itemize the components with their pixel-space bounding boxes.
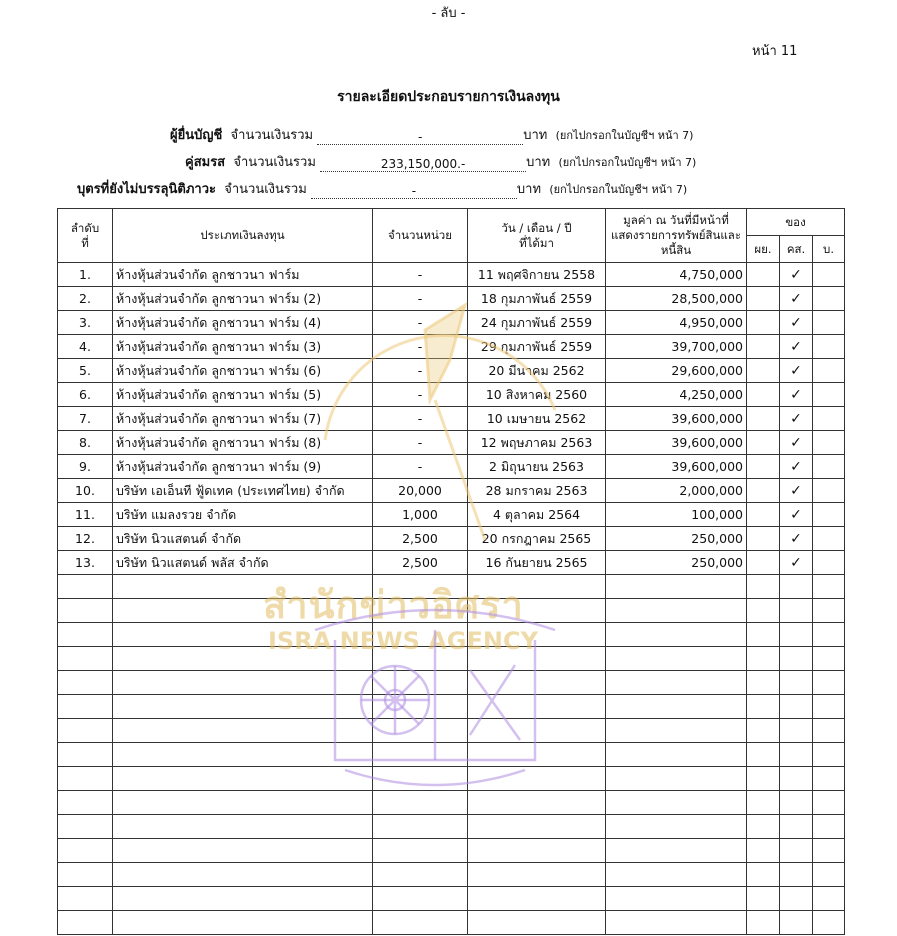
cell-owner-spouse-empty bbox=[780, 719, 813, 743]
cell-owner-declarant bbox=[747, 431, 780, 455]
cell-owner-child-empty bbox=[813, 575, 845, 599]
cell-qty: - bbox=[373, 311, 468, 335]
cell-value-empty bbox=[606, 575, 747, 599]
header-owner bbox=[747, 209, 845, 236]
header-value-text: มูลค่า ณ วันที่มีหน้าที่ แสดงรายการทรัพย์สินและ หนี้สิน bbox=[610, 213, 742, 257]
cell-qty-empty bbox=[373, 791, 468, 815]
cell-owner-spouse-empty bbox=[780, 863, 813, 887]
cell-owner-spouse-empty bbox=[780, 623, 813, 647]
table-row-empty bbox=[58, 815, 845, 839]
table-row bbox=[58, 479, 845, 503]
cell-qty: - bbox=[373, 335, 468, 359]
cell-qty: 2,500 bbox=[373, 551, 468, 575]
cell-owner-spouse: ✓ bbox=[780, 335, 813, 359]
cell-qty: - bbox=[373, 455, 468, 479]
cell-owner-child bbox=[813, 527, 845, 551]
cell-owner-child-empty bbox=[813, 743, 845, 767]
cell-no: 6. bbox=[58, 383, 113, 407]
header-owner-declarant-text: ผย. bbox=[754, 241, 772, 256]
cell-owner-declarant-empty bbox=[747, 719, 780, 743]
header-date-text: วัน / เดือน / ปี ที่ได้มา bbox=[501, 220, 572, 250]
table-row-empty bbox=[58, 863, 845, 887]
cell-no-empty bbox=[58, 791, 113, 815]
cell-type: บริษัท นิวแสตนด์ พลัส จำกัด bbox=[113, 551, 373, 575]
cell-owner-child-empty bbox=[813, 599, 845, 623]
cell-date: 20 มีนาคม 2562 bbox=[468, 359, 606, 383]
cell-owner-spouse: ✓ bbox=[780, 551, 813, 575]
table-row bbox=[58, 407, 845, 431]
cell-value: 39,600,000 bbox=[606, 431, 747, 455]
cell-no: 11. bbox=[58, 503, 113, 527]
cell-date: 18 กุมภาพันธ์ 2559 bbox=[468, 287, 606, 311]
table-row-empty bbox=[58, 839, 845, 863]
cell-no-empty bbox=[58, 767, 113, 791]
cell-date-empty bbox=[468, 815, 606, 839]
cell-no-empty bbox=[58, 719, 113, 743]
summary-declarant-who: ผู้ยื่นบัญชี bbox=[170, 128, 223, 143]
table-row-empty bbox=[58, 911, 845, 935]
cell-owner-child bbox=[813, 503, 845, 527]
cell-date: 10 สิงหาคม 2560 bbox=[468, 383, 606, 407]
cell-no-empty bbox=[58, 887, 113, 911]
cell-owner-child bbox=[813, 263, 845, 287]
table-row bbox=[58, 311, 845, 335]
cell-no: 1. bbox=[58, 263, 113, 287]
header-no bbox=[58, 209, 113, 263]
cell-no: 7. bbox=[58, 407, 113, 431]
cell-qty: 1,000 bbox=[373, 503, 468, 527]
summary-declarant bbox=[170, 124, 693, 145]
cell-no-empty bbox=[58, 647, 113, 671]
table-row bbox=[58, 431, 845, 455]
cell-value-empty bbox=[606, 623, 747, 647]
cell-qty-empty bbox=[373, 743, 468, 767]
cell-owner-declarant bbox=[747, 263, 780, 287]
cell-value: 250,000 bbox=[606, 551, 747, 575]
cell-type-empty bbox=[113, 719, 373, 743]
table-row-empty bbox=[58, 887, 845, 911]
cell-value: 4,250,000 bbox=[606, 383, 747, 407]
cell-owner-spouse-empty bbox=[780, 839, 813, 863]
cell-no-empty bbox=[58, 623, 113, 647]
cell-qty-empty bbox=[373, 911, 468, 935]
watermark-english: ISRA NEWS AGENCY bbox=[268, 627, 538, 655]
cell-type: ห้างหุ้นส่วนจำกัด ลูกชาวนา ฟาร์ม (7) bbox=[113, 407, 373, 431]
cell-no-empty bbox=[58, 599, 113, 623]
cell-date: 12 พฤษภาคม 2563 bbox=[468, 431, 606, 455]
summary-spouse-note: (ยกไปกรอกในบัญชีฯ หน้า 7) bbox=[558, 156, 697, 169]
cell-qty-empty bbox=[373, 719, 468, 743]
cell-date-empty bbox=[468, 911, 606, 935]
cell-no: 3. bbox=[58, 311, 113, 335]
cell-qty: - bbox=[373, 383, 468, 407]
watermark-thai: สำนักข่าวอิศรา bbox=[263, 583, 524, 627]
cell-type-empty bbox=[113, 695, 373, 719]
table-row bbox=[58, 455, 845, 479]
table-row-empty bbox=[58, 767, 845, 791]
cell-date: 29 กุมภาพันธ์ 2559 bbox=[468, 335, 606, 359]
cell-owner-declarant bbox=[747, 359, 780, 383]
cell-value-empty bbox=[606, 815, 747, 839]
cell-date-empty bbox=[468, 863, 606, 887]
table-row-empty bbox=[58, 671, 845, 695]
cell-type: ห้างหุ้นส่วนจำกัด ลูกชาวนา ฟาร์ม (3) bbox=[113, 335, 373, 359]
cell-qty: - bbox=[373, 359, 468, 383]
cell-qty: - bbox=[373, 431, 468, 455]
cell-value-empty bbox=[606, 791, 747, 815]
cell-qty-empty bbox=[373, 839, 468, 863]
cell-date-empty bbox=[468, 695, 606, 719]
cell-date-empty bbox=[468, 767, 606, 791]
cell-owner-spouse-empty bbox=[780, 647, 813, 671]
cell-value-empty bbox=[606, 647, 747, 671]
cell-type: ห้างหุ้นส่วนจำกัด ลูกชาวนา ฟาร์ม (2) bbox=[113, 287, 373, 311]
header-date bbox=[468, 209, 606, 263]
cell-type: ห้างหุ้นส่วนจำกัด ลูกชาวนา ฟาร์ม (5) bbox=[113, 383, 373, 407]
cell-qty-empty bbox=[373, 767, 468, 791]
cell-type-empty bbox=[113, 911, 373, 935]
cell-no-empty bbox=[58, 671, 113, 695]
table-row-empty bbox=[58, 695, 845, 719]
cell-owner-declarant-empty bbox=[747, 575, 780, 599]
cell-owner-child-empty bbox=[813, 887, 845, 911]
cell-owner-spouse: ✓ bbox=[780, 263, 813, 287]
cell-owner-spouse: ✓ bbox=[780, 359, 813, 383]
cell-type-empty bbox=[113, 863, 373, 887]
cell-owner-child bbox=[813, 335, 845, 359]
summary-declarant-unit: บาท bbox=[523, 128, 548, 143]
cell-owner-child bbox=[813, 551, 845, 575]
cell-owner-child-empty bbox=[813, 623, 845, 647]
cell-owner-child-empty bbox=[813, 647, 845, 671]
cell-date: 2 มิถุนายน 2563 bbox=[468, 455, 606, 479]
cell-owner-declarant-empty bbox=[747, 647, 780, 671]
cell-type-empty bbox=[113, 743, 373, 767]
cell-owner-spouse-empty bbox=[780, 599, 813, 623]
cell-date-empty bbox=[468, 791, 606, 815]
cell-owner-child bbox=[813, 479, 845, 503]
header-owner-child bbox=[813, 236, 845, 263]
header-owner-spouse-text: คส. bbox=[786, 241, 806, 256]
cell-no: 10. bbox=[58, 479, 113, 503]
table-row bbox=[58, 287, 845, 311]
cell-owner-spouse: ✓ bbox=[780, 287, 813, 311]
cell-qty-empty bbox=[373, 815, 468, 839]
cell-owner-child bbox=[813, 287, 845, 311]
cell-owner-spouse: ✓ bbox=[780, 383, 813, 407]
cell-no: 2. bbox=[58, 287, 113, 311]
cell-qty: 2,500 bbox=[373, 527, 468, 551]
table-row-empty bbox=[58, 791, 845, 815]
cell-type-empty bbox=[113, 671, 373, 695]
cell-owner-declarant-empty bbox=[747, 815, 780, 839]
cell-owner-declarant bbox=[747, 455, 780, 479]
header-qty-text: จำนวนหน่วย bbox=[387, 228, 452, 242]
cell-value-empty bbox=[606, 719, 747, 743]
cell-value-empty bbox=[606, 743, 747, 767]
summary-child bbox=[77, 178, 687, 199]
summary-child-unit: บาท bbox=[516, 182, 542, 197]
cell-owner-declarant bbox=[747, 383, 780, 407]
cell-date-empty bbox=[468, 887, 606, 911]
cell-value: 250,000 bbox=[606, 527, 747, 551]
cell-owner-spouse: ✓ bbox=[780, 431, 813, 455]
cell-date: 16 กันยายน 2565 bbox=[468, 551, 606, 575]
header-owner-text: ของ bbox=[785, 214, 806, 229]
cell-owner-declarant-empty bbox=[747, 743, 780, 767]
cell-type: ห้างหุ้นส่วนจำกัด ลูกชาวนา ฟาร์ม (9) bbox=[113, 455, 373, 479]
cell-owner-spouse: ✓ bbox=[780, 455, 813, 479]
cell-type: บริษัท นิวแสตนด์ จำกัด bbox=[113, 527, 373, 551]
cell-no-empty bbox=[58, 839, 113, 863]
cell-date: 28 มกราคม 2563 bbox=[468, 479, 606, 503]
cell-owner-declarant-empty bbox=[747, 887, 780, 911]
cell-date: 24 กุมภาพันธ์ 2559 bbox=[468, 311, 606, 335]
cell-no-empty bbox=[58, 815, 113, 839]
header-qty bbox=[373, 209, 468, 263]
cell-owner-declarant-empty bbox=[747, 623, 780, 647]
cell-type-empty bbox=[113, 815, 373, 839]
cell-no-empty bbox=[58, 863, 113, 887]
cell-value: 39,600,000 bbox=[606, 407, 747, 431]
cell-value: 100,000 bbox=[606, 503, 747, 527]
cell-value: 4,950,000 bbox=[606, 311, 747, 335]
cell-owner-declarant bbox=[747, 527, 780, 551]
cell-qty-empty bbox=[373, 671, 468, 695]
header-owner-declarant bbox=[747, 236, 780, 263]
cell-no: 8. bbox=[58, 431, 113, 455]
cell-no: 12. bbox=[58, 527, 113, 551]
cell-type: บริษัท แมลงรวย จำกัด bbox=[113, 503, 373, 527]
cell-value: 39,700,000 bbox=[606, 335, 747, 359]
cell-value-empty bbox=[606, 695, 747, 719]
summary-spouse-who: คู่สมรส bbox=[185, 155, 226, 170]
cell-type-empty bbox=[113, 839, 373, 863]
cell-owner-child bbox=[813, 359, 845, 383]
summary-declarant-note: (ยกไปกรอกในบัญชีฯ หน้า 7) bbox=[555, 129, 694, 142]
cell-value-empty bbox=[606, 599, 747, 623]
cell-owner-child-empty bbox=[813, 791, 845, 815]
cell-value-empty bbox=[606, 911, 747, 935]
cell-qty-empty bbox=[373, 863, 468, 887]
header-value bbox=[606, 209, 747, 263]
cell-date-empty bbox=[468, 671, 606, 695]
summary-declarant-amount: - bbox=[317, 130, 523, 145]
cell-owner-spouse-empty bbox=[780, 575, 813, 599]
cell-value-empty bbox=[606, 767, 747, 791]
header-type bbox=[113, 209, 373, 263]
cell-owner-child-empty bbox=[813, 863, 845, 887]
cell-owner-child bbox=[813, 311, 845, 335]
table-row-empty bbox=[58, 743, 845, 767]
cell-date-empty bbox=[468, 719, 606, 743]
cell-owner-declarant-empty bbox=[747, 671, 780, 695]
cell-qty-empty bbox=[373, 887, 468, 911]
cell-owner-child-empty bbox=[813, 719, 845, 743]
cell-date-empty bbox=[468, 743, 606, 767]
secret-label: - ลับ - bbox=[431, 6, 466, 21]
table-row bbox=[58, 263, 845, 287]
cell-qty: - bbox=[373, 263, 468, 287]
cell-owner-declarant bbox=[747, 311, 780, 335]
cell-owner-declarant-empty bbox=[747, 839, 780, 863]
cell-value: 2,000,000 bbox=[606, 479, 747, 503]
cell-date: 11 พฤศจิกายน 2558 bbox=[468, 263, 606, 287]
table-row bbox=[58, 359, 845, 383]
cell-owner-child-empty bbox=[813, 839, 845, 863]
cell-owner-child bbox=[813, 383, 845, 407]
cell-no: 13. bbox=[58, 551, 113, 575]
table-row bbox=[58, 551, 845, 575]
cell-date: 4 ตุลาคม 2564 bbox=[468, 503, 606, 527]
cell-owner-spouse-empty bbox=[780, 791, 813, 815]
cell-qty: - bbox=[373, 287, 468, 311]
cell-owner-child bbox=[813, 455, 845, 479]
cell-type: บริษัท เอเอ็นที ฟู้ดเทค (ประเทศไทย) จำกัด bbox=[113, 479, 373, 503]
summary-child-who: บุตรที่ยังไม่บรรลุนิติภาวะ bbox=[77, 182, 216, 197]
cell-no-empty bbox=[58, 743, 113, 767]
cell-date: 20 กรกฎาคม 2565 bbox=[468, 527, 606, 551]
cell-owner-child-empty bbox=[813, 911, 845, 935]
cell-owner-spouse: ✓ bbox=[780, 311, 813, 335]
cell-date: 10 เมษายน 2562 bbox=[468, 407, 606, 431]
cell-owner-child-empty bbox=[813, 695, 845, 719]
cell-owner-declarant bbox=[747, 287, 780, 311]
cell-owner-spouse-empty bbox=[780, 887, 813, 911]
cell-owner-declarant-empty bbox=[747, 863, 780, 887]
cell-no-empty bbox=[58, 575, 113, 599]
cell-qty: - bbox=[373, 407, 468, 431]
cell-owner-spouse: ✓ bbox=[780, 479, 813, 503]
cell-value: 39,600,000 bbox=[606, 455, 747, 479]
cell-owner-declarant-empty bbox=[747, 791, 780, 815]
cell-type: ห้างหุ้นส่วนจำกัด ลูกชาวนา ฟาร์ม (6) bbox=[113, 359, 373, 383]
cell-type: ห้างหุ้นส่วนจำกัด ลูกชาวนา ฟาร์ม bbox=[113, 263, 373, 287]
cell-owner-spouse-empty bbox=[780, 671, 813, 695]
table-row bbox=[58, 335, 845, 359]
summary-declarant-label: จำนวนเงินรวม bbox=[230, 128, 314, 143]
cell-owner-child bbox=[813, 407, 845, 431]
cell-owner-declarant bbox=[747, 407, 780, 431]
cell-owner-spouse: ✓ bbox=[780, 503, 813, 527]
cell-value-empty bbox=[606, 839, 747, 863]
cell-value-empty bbox=[606, 887, 747, 911]
table-row bbox=[58, 527, 845, 551]
cell-owner-declarant bbox=[747, 503, 780, 527]
cell-owner-spouse-empty bbox=[780, 815, 813, 839]
cell-owner-declarant-empty bbox=[747, 767, 780, 791]
cell-value: 4,750,000 bbox=[606, 263, 747, 287]
cell-no: 5. bbox=[58, 359, 113, 383]
cell-owner-declarant bbox=[747, 551, 780, 575]
cell-type-empty bbox=[113, 887, 373, 911]
cell-owner-declarant-empty bbox=[747, 695, 780, 719]
cell-value-empty bbox=[606, 671, 747, 695]
cell-owner-spouse: ✓ bbox=[780, 527, 813, 551]
cell-owner-spouse-empty bbox=[780, 911, 813, 935]
cell-owner-child bbox=[813, 431, 845, 455]
summary-spouse-amount: 233,150,000.- bbox=[320, 157, 526, 172]
cell-date-empty bbox=[468, 839, 606, 863]
summary-spouse-label: จำนวนเงินรวม bbox=[233, 155, 316, 170]
table-row-empty bbox=[58, 719, 845, 743]
page-title: รายละเอียดประกอบรายการเงินลงทุน bbox=[337, 89, 560, 105]
cell-type: ห้างหุ้นส่วนจำกัด ลูกชาวนา ฟาร์ม (8) bbox=[113, 431, 373, 455]
cell-qty-empty bbox=[373, 695, 468, 719]
cell-owner-declarant-empty bbox=[747, 599, 780, 623]
investment-table bbox=[57, 208, 845, 935]
cell-no-empty bbox=[58, 911, 113, 935]
cell-owner-child-empty bbox=[813, 671, 845, 695]
summary-spouse bbox=[185, 151, 696, 172]
cell-no: 4. bbox=[58, 335, 113, 359]
table-row bbox=[58, 383, 845, 407]
summary-child-amount: - bbox=[311, 184, 517, 199]
summary-spouse-unit: บาท bbox=[526, 155, 551, 170]
cell-value-empty bbox=[606, 863, 747, 887]
cell-owner-declarant-empty bbox=[747, 911, 780, 935]
header-owner-spouse bbox=[780, 236, 813, 263]
cell-owner-spouse: ✓ bbox=[780, 407, 813, 431]
cell-owner-spouse-empty bbox=[780, 767, 813, 791]
cell-type-empty bbox=[113, 791, 373, 815]
summary-child-label: จำนวนเงินรวม bbox=[224, 182, 307, 197]
cell-owner-spouse-empty bbox=[780, 695, 813, 719]
cell-no-empty bbox=[58, 695, 113, 719]
cell-owner-spouse-empty bbox=[780, 743, 813, 767]
page-number: หน้า 11 bbox=[752, 44, 798, 59]
header-no-text: ลำดับ ที่ bbox=[70, 220, 100, 250]
summary-child-note: (ยกไปกรอกในบัญชีฯ หน้า 7) bbox=[549, 183, 688, 196]
table-row bbox=[58, 503, 845, 527]
table-header bbox=[58, 209, 845, 263]
cell-owner-declarant bbox=[747, 335, 780, 359]
cell-owner-child-empty bbox=[813, 767, 845, 791]
cell-owner-declarant bbox=[747, 479, 780, 503]
cell-owner-child-empty bbox=[813, 815, 845, 839]
cell-no: 9. bbox=[58, 455, 113, 479]
header-type-text: ประเภทเงินลงทุน bbox=[200, 228, 285, 242]
cell-type-empty bbox=[113, 767, 373, 791]
cell-qty: 20,000 bbox=[373, 479, 468, 503]
cell-value: 28,500,000 bbox=[606, 287, 747, 311]
header-owner-child-text: บ. bbox=[823, 241, 834, 256]
cell-type: ห้างหุ้นส่วนจำกัด ลูกชาวนา ฟาร์ม (4) bbox=[113, 311, 373, 335]
cell-value: 29,600,000 bbox=[606, 359, 747, 383]
